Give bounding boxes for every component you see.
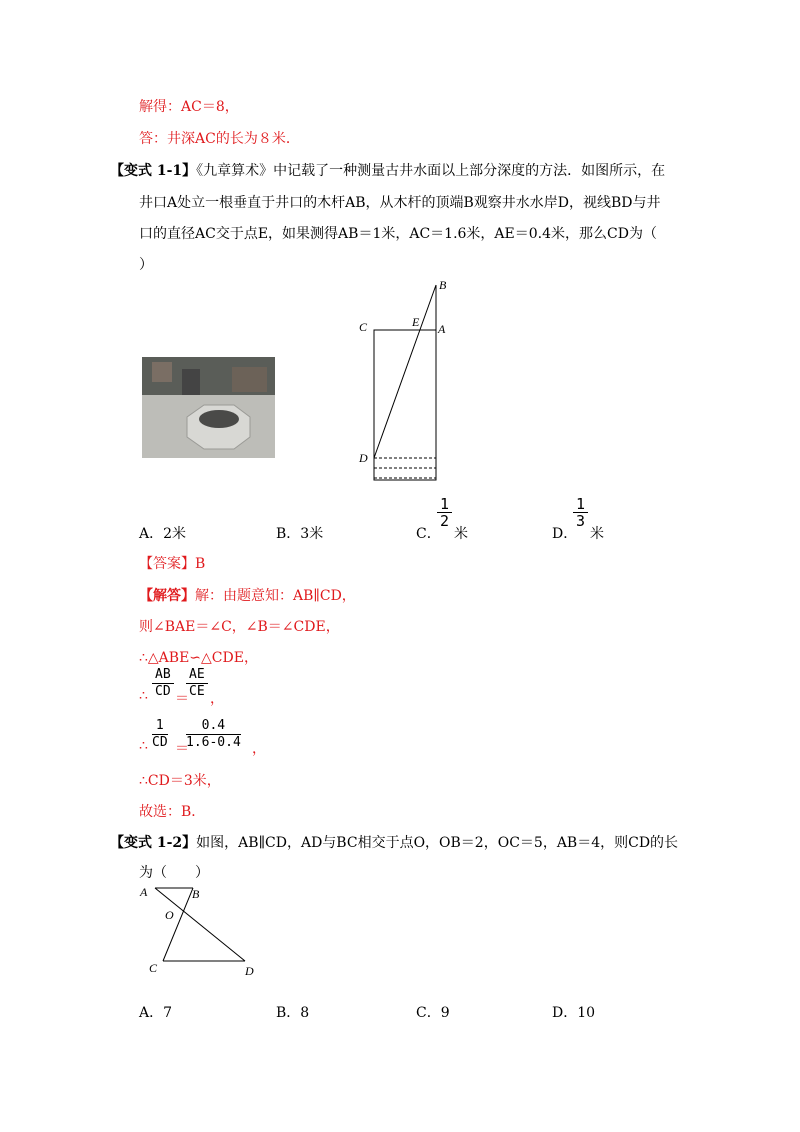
fraction-numerator: AB	[152, 667, 174, 684]
label-a: A	[438, 322, 446, 336]
label-c: C	[359, 320, 368, 334]
option-c-unit: 米	[454, 526, 468, 542]
solution-text: 解：由题意知：AB∥CD，	[195, 588, 356, 604]
comma: ，	[210, 691, 224, 707]
question-text: 如图，AB∥CD，AD与BC相交于点O，OB＝2，OC＝5，AB＝4，则CD的长	[196, 835, 679, 851]
option-a: A．7	[139, 1005, 173, 1021]
fraction-denominator: CD	[155, 684, 171, 699]
therefore-symbol: ∴	[139, 738, 148, 754]
question-text: 《九章算术》中记载了一种测量古井水面以上部分深度的方法．如图所示，在	[196, 163, 666, 179]
option-d-fraction	[573, 496, 588, 529]
answer: 【答案】B	[139, 556, 206, 572]
option-c-prefix: C．	[416, 526, 441, 542]
option-c: C．9	[416, 1005, 450, 1021]
solution-fraction-ae-ce	[186, 667, 208, 700]
comma: ，	[252, 741, 266, 757]
triangle-diagram	[130, 878, 270, 983]
question-1-1-line-3: 口的直径AC交于点E，如果测得AB＝1米，AC＝1.6米，AE＝0.4米，那么CD为（	[139, 226, 657, 242]
solution-line-7: 故选：B．	[139, 804, 206, 820]
equals-sign: ＝	[175, 741, 189, 757]
question-tag: 【变式 1-2】	[110, 835, 197, 851]
question-1-1-line-4: ）	[139, 257, 153, 273]
question-1-1-line-2: 井口A处立一根垂直于井口的木杆AB，从木杆的顶端B观察井水水岸D，视线BD与井	[139, 195, 661, 211]
question-tag: 【变式 1-1】	[110, 163, 197, 179]
equals-sign: ＝	[175, 691, 189, 707]
fraction-denominator: 2	[440, 512, 450, 530]
fraction-numerator: 1	[573, 496, 588, 513]
prev-solution-line-1: 解得：AC＝8，	[139, 99, 239, 115]
solution-line-1	[139, 585, 356, 605]
label-c: C	[149, 961, 158, 975]
solution-line-2: 则∠BAE＝∠C，∠B＝∠CDE，	[139, 619, 340, 635]
option-a: A．2米	[139, 526, 187, 542]
solution-head: 【解答】	[139, 588, 195, 604]
option-d: D．10	[552, 1005, 596, 1021]
fraction-denominator: CE	[189, 684, 205, 699]
well-photo	[142, 357, 275, 458]
fraction-numerator: 1	[437, 496, 452, 513]
option-b: B．8	[276, 1005, 310, 1021]
option-d-prefix: D．	[552, 526, 578, 542]
solution-line-6: ∴CD＝3米，	[139, 773, 221, 789]
solution-fraction-1-cd	[152, 718, 168, 751]
fraction-denominator: 1.6-0.4	[186, 735, 241, 750]
solution-fraction-ab-cd	[152, 667, 174, 700]
label-e: E	[412, 315, 420, 329]
fraction-denominator: 3	[576, 512, 586, 530]
solution-fraction-values	[186, 718, 241, 751]
option-b: B．3米	[276, 526, 324, 542]
fraction-numerator: 1	[152, 718, 168, 735]
option-d-unit: 米	[590, 526, 604, 542]
label-b: B	[439, 278, 447, 292]
label-o: O	[165, 908, 174, 922]
label-d: D	[359, 451, 368, 465]
question-1-2-line-1	[110, 832, 678, 852]
label-d: D	[245, 964, 254, 978]
fraction-numerator: AE	[186, 667, 208, 684]
well-diagram	[355, 275, 465, 490]
fraction-denominator: CD	[152, 735, 168, 750]
fraction-numerator: 0.4	[186, 718, 241, 735]
label-a: A	[140, 885, 148, 899]
solution-line-3: ∴△ABE∽△CDE，	[139, 650, 258, 666]
option-c-fraction	[437, 496, 452, 529]
label-b: B	[192, 887, 200, 901]
prev-solution-line-2: 答：井深AC的长为８米．	[139, 131, 300, 147]
therefore-symbol: ∴	[139, 688, 148, 704]
question-1-1-line-1	[110, 160, 665, 180]
question-1-2-line-2: 为（ ）	[139, 865, 209, 881]
